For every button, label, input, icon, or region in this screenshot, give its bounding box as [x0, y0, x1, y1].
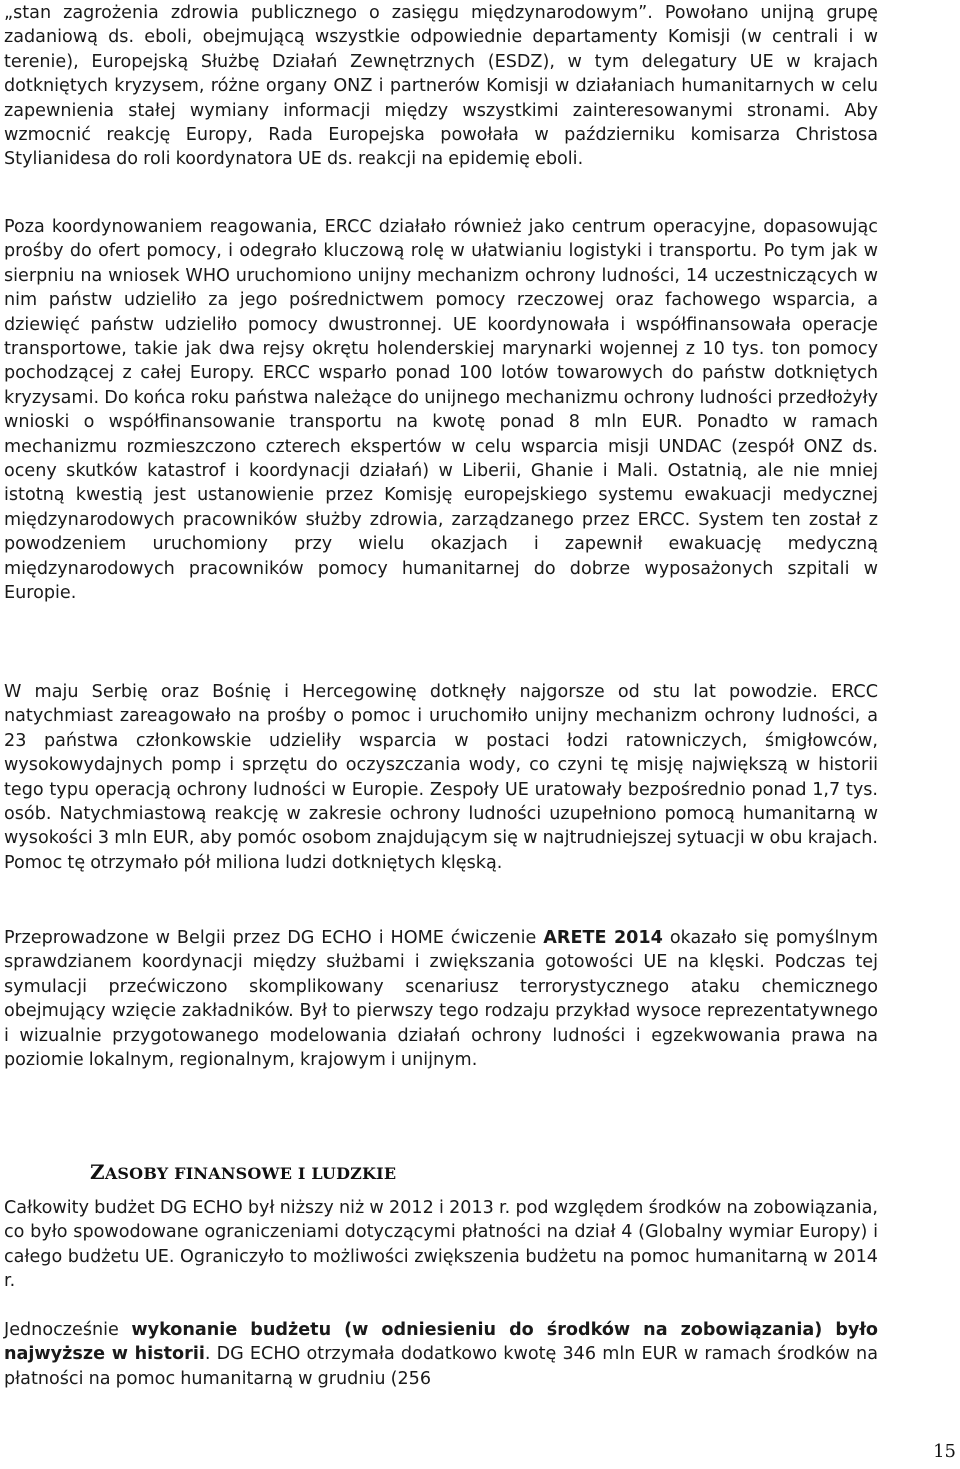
paragraph-ercc-coordination: Poza koordynowaniem reagowania, ERCC działało również jako centrum operacyjne, dopasowując prośby do ofert pomocy, i odegrało kluczową rolę w ułatwianiu logistyki i transportu. Po tym jak w sierpniu na wniosek WHO uruchomiono unijny mechanizm ochrony ludności, 14 uczestniczących w nim państw udzieliło za jego pośrednictwem pomocy rzeczowej oraz fachowego wsparcia, a dziewięć państw udzieliło pomocy dwustronnej. UE koordynowała i współfinansowała operacje transportowe, takie jak dwa rejsy okrętu holenderskiej marynarki wojennej z 10 tys. ton pomocy pochodzącej z całej Europy. ERCC wsparło ponad 100 lotów towarowych do państw dotkniętych kryzysami. Do końca roku państwa należące do unijnego mechanizmu ochrony ludności przedłożyły wnioski o współfinansowanie transportu na kwotę ponad 8 mln EUR. Ponadto w ramach mechanizmu rozmieszczono czterech ekspertów w celu wsparcia misji UNDAC (zespół ONZ ds. oceny skutków katastrof i koordynacji działań) w Liberii, Ghanie i Mali. Ostatnią, ale nie mniej istotną kwestią jest ustanowienie przez Komisję europejskiego systemu ewakuacji medycznej międzynarodowych pracowników służby zdrowia, zarządzanego przez ERCC. System ten został z powodzeniem uruchomiony przy wielu okazjach i zapewnił ewakuację medyczną międzynarodowych pracowników pomocy humanitarnej do dobrze wyposażonych szpitali w Europie. [4, 217, 878, 604]
paragraph-balkan-floods: W maju Serbię oraz Bośnię i Hercegowinę dotknęły najgorsze od stu lat powodzie. ERCC natychmiast zareagowało na prośby o pomoc i uruchomiło unijny mechanizm ochrony ludności, a 23 państwa członkowskie udzieliły wsparcia w postaci łodzi ratowniczych, śmigłowców, wysokowydajnych pomp i sprzętu do oczyszczania wody, co czyni tę misję największą w historii tego typu operacją ochrony ludności w Europie. Zespoły UE uratowały bezpośrednio ponad 1,7 tys. osób. Natychmiastową reakcję w zakresie ochrony ludności uzupełniono pomocą humanitarną w wysokości 3 mln EUR, aby pomóc osobom znajdującym się w najtrudniejszej sytuacji w obu krajach. Pomoc tę otrzymało pół miliona ludzi dotkniętych klęską. [4, 682, 878, 873]
paragraph-text: Przeprowadzone w Belgii przez DG ECHO i HOME ćwiczenie [4, 928, 544, 948]
page-number: 15 [933, 1441, 956, 1462]
paragraph-text: . DG ECHO otrzymała dodatkowo kwotę 346 mln EUR w ramach środków na płatności na pomoc humanitarną w grudniu (256 [4, 1344, 878, 1389]
paragraph-text: Jednocześnie [4, 1320, 132, 1340]
paragraph-text: okazało się pomyślnym sprawdzianem koordynacji między służbami i zwiększania gotowości UE na klęski. Podczas tej symulacji przećwiczono skomplikowany scenariusz terrorystycznego ataku chemicznego obejmujący wzięcie zakładników. Był to pierwszy tego rodzaju przykład wysoce reprezentatywnego i wizualnie przygotowanego modelowania działań ochrony ludności i egzekwowania prawa na poziomie lokalnym, regionalnym, krajowym i unijnym. [4, 928, 878, 1071]
paragraph-arete-exercise [4, 926, 878, 1072]
heading-initial: Z [90, 1160, 105, 1184]
bold-text: ARETE 2014 [543, 928, 663, 948]
heading-rest: ASOBY FINANSOWE I LUDZKIE [104, 1164, 397, 1183]
bold-text: wykonanie budżetu (w odniesieniu do środków na zobowiązania) było najwyższe w historii [4, 1320, 878, 1365]
paragraph-budget: Całkowity budżet DG ECHO był niższy niż w 2012 i 2013 r. pod względem środków na zobowiązania, co było spowodowane ograniczeniami dotyczącymi płatności na dział 4 (Globalny wymiar Europy) i całego budżetu UE. Ograniczyło to możliwości zwiększenia budżetu na pomoc humanitarną w 2014 r. [4, 1198, 878, 1292]
section-heading [90, 1160, 396, 1184]
paragraph-budget-execution [4, 1318, 878, 1391]
paragraph-ebola-task-force: „stan zagrożenia zdrowia publicznego o zasięgu międzynarodowym”. Powołano unijną grupę zadaniową ds. eboli, obejmującą wszystkie odpowiednie departamenty Komisji (w centrali i w terenie), Europejską Służbę Działań Zewnętrznych (ESDZ), w tym delegatury UE w krajach dotkniętych kryzysem, różne organy ONZ i partnerów Komisji w działaniach humanitarnych w celu zapewnienia stałej wymiany informacji między wszystkimi zainteresowanymi stronami. Aby wzmocnić reakcję Europy, Rada Europejska powołała w październiku komisarza Christosa Stylianidesa do roli koordynatora UE ds. reakcji na epidemię eboli. [4, 3, 878, 170]
